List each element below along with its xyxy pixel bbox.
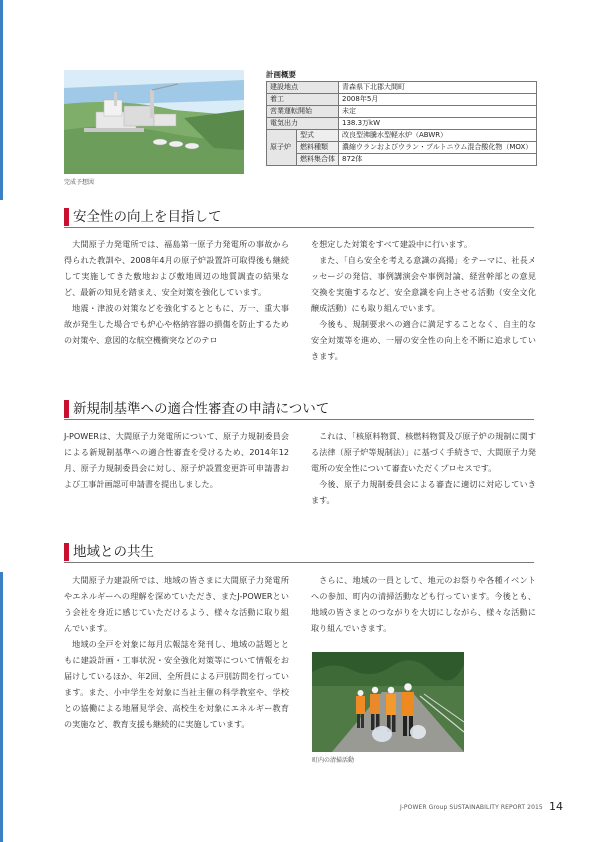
row-value: 濃縮ウランおよびウラン・プルトニウム混合酸化物（MOX）	[339, 142, 537, 154]
paragraph: J-POWERは、大間原子力発電所について、原子力規制委員会による新規制基準への適合性審査を受けるため、2014年12月、原子力規制委員会に対し、原子炉設置変更許可申請書および工事計画認可申請書を提出しました。	[64, 431, 289, 489]
table-row	[267, 142, 537, 154]
row-label: 着工	[267, 94, 339, 106]
row-label: 電気出力	[267, 118, 339, 130]
row-value: 138.3万kW	[339, 118, 537, 130]
table-row	[267, 130, 537, 142]
section2-left-column	[64, 428, 289, 492]
paragraph: 地震・津波の対策などを強化するとともに、万一、重大事故が発生した場合でも炉心や格納容器の損傷を防止するための対策や、意図的な航空機衝突などのテロ	[64, 303, 289, 345]
section1-left-column	[64, 236, 289, 348]
plant-rendering-caption: 完成予想図	[64, 179, 95, 186]
page-edge-strip	[0, 572, 3, 842]
table-row	[267, 118, 537, 130]
row-value: 青森県下北郡大間町	[339, 82, 537, 94]
row-value: 872体	[339, 154, 537, 166]
paragraph: 大間原子力建設所では、地域の皆さまに大間原子力発電所やエネルギーへの理解を深めていただき、またJ-POWERという会社を身近に感じていただけるよう、様々な活動に取り組んでいます。	[64, 575, 289, 633]
section-heading-review	[64, 400, 534, 420]
row-label: 建設地点	[267, 82, 339, 94]
row-label: 燃料種類	[297, 142, 339, 154]
paragraph: これは、「核原料物質、核燃料物質及び原子炉の規制に関する法律（原子炉等規制法）」に基づく手続きで、大間原子力発電所の安全性について審査いただくプロセスです。	[311, 431, 536, 473]
paragraph: 今後、原子力規制委員会による審査に適切に対応していきます。	[311, 479, 536, 505]
section2-right-column	[311, 428, 536, 508]
table-row	[267, 94, 537, 106]
reactor-label: 原子炉	[267, 130, 297, 166]
section-heading-safety	[64, 208, 534, 228]
paragraph: 大間原子力発電所では、福島第一原子力発電所の事故から得られた教訓や、2008年4月の原子炉設置許可取得後も継続して実施してきた敷地および敷地周辺の地質調査の結果など、最新の知見を踏まえ、安全対策を強化しています。	[64, 239, 289, 297]
row-value: 未定	[339, 106, 537, 118]
paragraph: 地域の全戸を対象に毎月広報誌を発刊し、地域の話題とともに建設計画・工事状況・安全強化対策等について情報をお届けしているほか、年2回、全所員による戸別訪問を行っています。また、小中学生を対象に当社主催の科学教室や、学校との協働による地層見学会、高校生を対象にエネルギー教育の実施など、教育支援も継続的に実施しています。	[64, 639, 289, 729]
heading-accent-bar	[64, 208, 69, 226]
row-label: 営業運転開始	[267, 106, 339, 118]
paragraph: さらに、地域の一員として、地元のお祭りや各種イベントへの参加、町内の清掃活動なども行っています。今後とも、地域の皆さまとのつながりを大切にしながら、様々な活動に取り組んでいきます。	[311, 575, 536, 633]
plant-rendering-image	[64, 70, 244, 174]
section-heading-community	[64, 543, 534, 563]
section-title: 地域との共生	[73, 544, 154, 560]
report-footer: J-POWER Group SUSTAINABILITY REPORT 2015	[400, 804, 543, 811]
cleanup-activity-photo	[312, 652, 464, 752]
table-row	[267, 154, 537, 166]
section-title: 新規制基準への適合性審査の申請について	[73, 401, 330, 417]
heading-accent-bar	[64, 543, 69, 561]
heading-accent-bar	[64, 400, 69, 418]
page-number: 14	[549, 800, 563, 813]
paragraph: を想定した対策をすべて建設中に行います。	[311, 239, 473, 249]
page-edge-strip	[0, 0, 3, 200]
row-label: 型式	[297, 130, 339, 142]
section-title: 安全性の向上を目指して	[73, 209, 222, 225]
row-value: 改良型沸騰水型軽水炉（ABWR）	[339, 130, 537, 142]
plan-overview-title: 計画概要	[266, 70, 296, 79]
plan-overview-table	[266, 81, 537, 166]
table-row	[267, 82, 537, 94]
section3-right-column	[311, 572, 536, 636]
cleanup-activity-illustration	[312, 652, 464, 752]
section1-right-column	[311, 236, 536, 364]
paragraph: また、「自ら安全を考える意識の高揚」をテーマに、社長メッセージの発信、事例講演会や事例討論、経営幹部との意見交換を実施するなど、安全意識を向上させる活動（安全文化醸成活動）にも取り組んでいます。	[311, 255, 536, 313]
row-value: 2008年5月	[339, 94, 537, 106]
plant-rendering-illustration	[64, 70, 244, 174]
cleanup-activity-caption: 町内の清掃活動	[312, 757, 355, 764]
paragraph: 今後も、規制要求への適合に満足することなく、自主的な安全対策等を進め、一層の安全性の向上を不断に追求していきます。	[311, 319, 536, 361]
table-row	[267, 106, 537, 118]
row-label: 燃料集合体	[297, 154, 339, 166]
section3-left-column	[64, 572, 289, 732]
plan-overview-table-wrap	[266, 81, 537, 166]
